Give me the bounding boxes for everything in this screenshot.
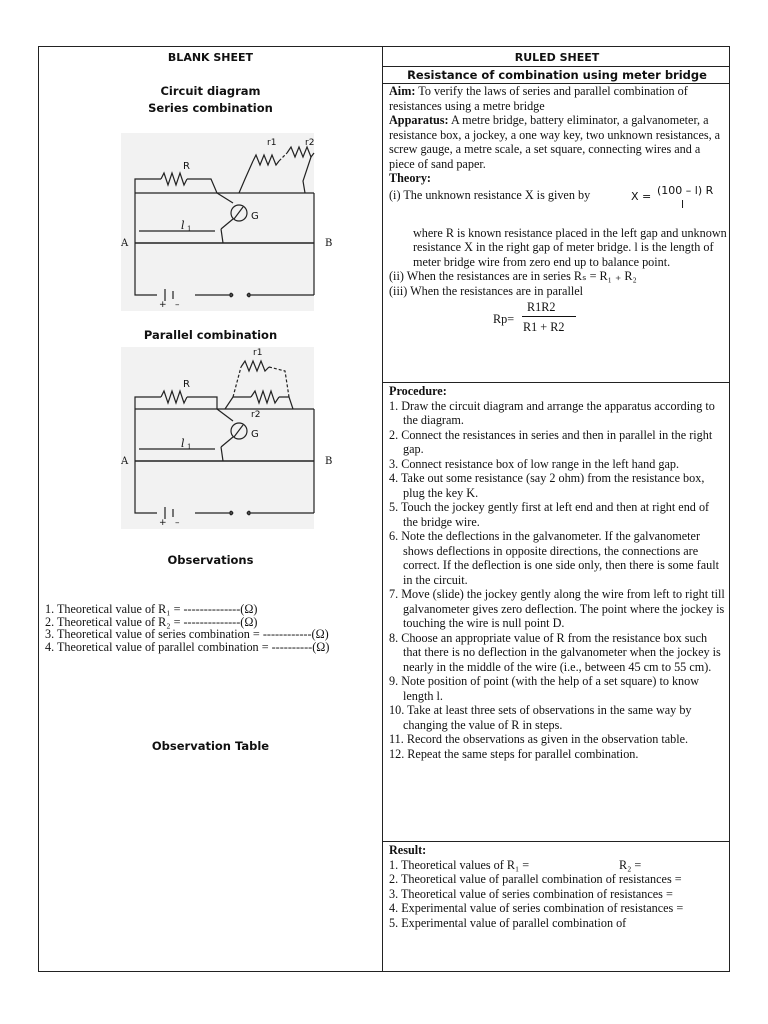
aim-paragraph — [389, 84, 727, 113]
rp-numerator: R1R2 — [527, 300, 556, 314]
procedure-label: Procedure: — [389, 384, 447, 398]
apparatus-paragraph — [389, 113, 727, 171]
series-title: Series combination — [148, 101, 273, 115]
procedure-step: 3. Connect resistance box of low range in the left hand gap. — [389, 456, 680, 471]
rp-denominator: R1 + R2 — [523, 320, 565, 334]
observations-title: Observations — [167, 553, 254, 567]
rule-procedure — [382, 382, 729, 383]
parallel-circuit-svg — [121, 347, 333, 529]
series-b-label: B — [325, 238, 333, 249]
worksheet-table — [38, 46, 730, 972]
series-minus-label: – — [175, 300, 180, 310]
rp-formula — [389, 298, 727, 338]
result-item: 3. Theoretical value of series combination of resistances = — [389, 886, 673, 901]
observation-item: 4. Theoretical value of parallel combination = ----------(Ω) — [45, 639, 330, 654]
result-section — [389, 843, 727, 930]
observation-item: 2. Theoretical value of R₂ = --------------(Ω) — [45, 614, 258, 629]
procedure-section — [389, 384, 727, 761]
theory-ii-text: (ii) When the resistances are in series Rₛ = R₁ ₊ R₂ — [389, 269, 637, 283]
series-r-label: R — [183, 161, 190, 172]
theory-label: Theory: — [389, 171, 431, 185]
circuit-diagram-title: Circuit diagram — [160, 84, 261, 98]
series-r1-label: r1 — [267, 138, 277, 148]
parallel-a-label: A — [121, 456, 129, 467]
aim-label: Aim: — [389, 84, 416, 98]
theory-i-text: (i) The unknown resistance X is given by — [389, 187, 591, 202]
result-row-1 — [389, 858, 727, 873]
observation-table-title: Observation Table — [151, 739, 270, 753]
parallel-plus-label: + — [159, 518, 167, 528]
series-circuit-diagram — [121, 133, 333, 311]
parallel-l1-subscript: 1 — [187, 443, 192, 451]
result-item: 4. Experimental value of series combination of resistances = — [389, 901, 684, 915]
procedure-step: 7. Move (slide) the jockey gently along the wire from left to right till galvanometer gives zero deflection. The point where the jockey is touching the wire is null point D. — [389, 587, 725, 630]
aim-text: To verify the laws of series and parallel combination of resistances using a metre bridge — [389, 84, 688, 113]
procedure-step: 2. Connect the resistances in series and then in parallel in the right gap. — [389, 427, 713, 456]
theory-iii-text: (iii) When the resistances are in parallel — [389, 283, 584, 298]
parallel-r2-label: r2 — [251, 410, 261, 420]
parallel-b-label: B — [325, 456, 333, 467]
series-plus-label: + — [159, 300, 167, 310]
procedure-step: 1. Draw the circuit diagram and arrange the apparatus according to the diagram. — [389, 398, 715, 427]
result-1-r2: R₂ = — [619, 857, 642, 872]
parallel-minus-label: – — [175, 518, 180, 528]
experiment-title: Resistance of combination using meter bridge — [407, 68, 707, 82]
parallel-r-label: R — [183, 379, 190, 390]
procedure-step: 6. Note the deflections in the galvanometer. If the galvanometer shows deflections in opposite directions, the connections are correct. If the deflection is one side only, then there is some fault in the circuit. — [389, 529, 719, 587]
theory-section — [389, 84, 727, 338]
procedure-step: 8. Choose an appropriate value of R from the resistance box such that there is no deflection in the galvanometer when the jockey is nearly in the middle of the wire (i.e., between 45 cm to 55 cm). — [389, 630, 721, 674]
result-item: 2. Theoretical value of parallel combination of resistances = — [389, 872, 682, 886]
series-l1-label: l — [181, 219, 185, 232]
formula-lhs: X = — [631, 189, 652, 203]
observation-item: 1. Theoretical value of R₁ = --------------(Ω) — [45, 602, 258, 616]
procedure-step: 12. Repeat the same steps for parallel combination. — [389, 746, 639, 761]
apparatus-label: Apparatus: — [389, 113, 449, 127]
theory-i-row — [389, 183, 727, 218]
result-label: Result: — [389, 843, 427, 857]
parallel-r1-label: r1 — [253, 348, 263, 358]
result-item: 5. Experimental value of parallel combination of — [389, 915, 627, 930]
procedure-step: 11. Record the observations as given in the observation table. — [389, 732, 689, 746]
theory-where-text: where R is known resistance placed in the left gap and unknown resistance X in the right gap of meter bridge. l is the length of meter bridge wire from zero end up to balance point. — [413, 225, 727, 269]
series-r2-label: r2 — [305, 138, 315, 148]
observations-list — [45, 603, 381, 653]
formula-denominator: l — [681, 197, 685, 211]
procedure-step: 9. Note position of point (with the help of a set square) to know length l. — [389, 674, 700, 703]
rp-lhs: Rp= — [493, 312, 515, 326]
parallel-circuit-diagram — [121, 347, 333, 529]
result-1-r1: 1. Theoretical values of R₁ = — [389, 857, 530, 872]
parallel-title: Parallel combination — [143, 328, 278, 342]
procedure-step: 10. Take at least three sets of observations in the same way by changing the value of R in steps. — [389, 703, 692, 732]
right-header: RULED SHEET — [514, 51, 600, 64]
formula-numerator: (100 – l) R — [657, 183, 714, 197]
series-a-label: A — [121, 238, 129, 249]
rule-result — [382, 841, 729, 842]
procedure-step: 4. Take out some resistance (say 2 ohm) from the resistance box, plug the key K. — [389, 471, 705, 500]
apparatus-text: A metre bridge, battery eliminator, a galvanometer, a resistance box, a jockey, a one way key, two unknown resistances, a screw gauge, a metre scale, a set square, connecting wires and a piece of sand paper. — [389, 113, 721, 171]
column-divider — [382, 47, 383, 971]
observation-item: 3. Theoretical value of series combination = ------------(Ω) — [45, 627, 329, 642]
rule-header — [382, 66, 729, 67]
parallel-g-label: G — [251, 429, 259, 440]
left-header: BLANK SHEET — [167, 51, 254, 64]
procedure-step: 5. Touch the jockey gently first at left end and then at right end of the bridge wire. — [389, 500, 710, 529]
rp-fraction-bar — [522, 316, 576, 317]
parallel-l1-label: l — [181, 437, 185, 450]
series-g-label: G — [251, 211, 259, 222]
series-circuit-svg — [121, 133, 333, 311]
series-l1-subscript: 1 — [187, 225, 192, 233]
